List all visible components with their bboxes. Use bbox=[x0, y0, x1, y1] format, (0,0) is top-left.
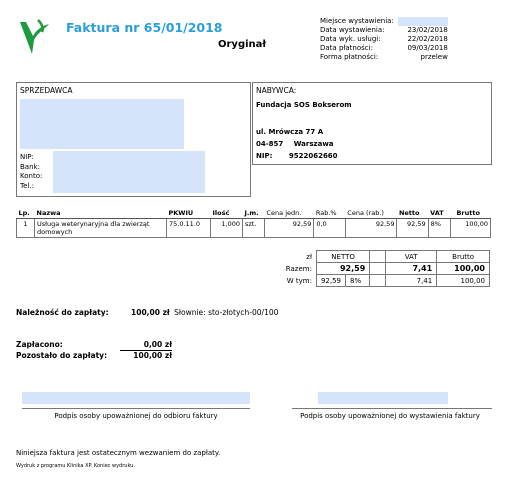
invoice-meta bbox=[318, 17, 450, 62]
col-lp: Lp. bbox=[17, 208, 35, 219]
printout-note: Wydruk z programu Klinika XP. Koniec wydruku. bbox=[16, 463, 135, 469]
original-label: Oryginał bbox=[218, 39, 267, 50]
redacted-receiver-signature bbox=[22, 392, 250, 404]
seller-account-label: Konto: bbox=[20, 172, 43, 180]
summary-including-row bbox=[270, 275, 490, 287]
col-vat: VAT bbox=[428, 208, 450, 219]
redacted-issuer-signature bbox=[318, 392, 448, 404]
buyer-name: Fundacja SOS Bokserom bbox=[256, 101, 352, 109]
issuer-signature-caption: Podpis osoby upoważnionej do wystawienia faktury bbox=[300, 412, 480, 420]
amount-in-words: Słownie: sto-złotych-00/100 bbox=[174, 308, 279, 317]
redacted-seller-details bbox=[53, 151, 205, 193]
summary-header-row bbox=[270, 251, 490, 263]
buyer-nip: 9522062660 bbox=[288, 152, 338, 160]
row-net: 92,59 bbox=[397, 219, 428, 238]
summary-total-label: Razem: bbox=[285, 264, 312, 273]
row-lp: 1 bbox=[17, 219, 35, 238]
meta-due-date: 09/03/2018 bbox=[407, 44, 448, 52]
buyer-postal: 04-857 bbox=[256, 140, 284, 148]
summary-currency: zł bbox=[306, 252, 312, 261]
summary-table bbox=[270, 250, 490, 287]
row-pkwiu: 75.0.11.0 bbox=[167, 219, 211, 238]
buyer-street: ul. Mrówcza 77 A bbox=[256, 128, 324, 136]
col-qty: Ilość bbox=[211, 208, 243, 219]
meta-service-label: Data wyk. usługi: bbox=[320, 35, 381, 43]
summary-net-header: NETTO bbox=[316, 251, 369, 263]
seller-box bbox=[16, 82, 251, 197]
items-header-row bbox=[17, 208, 491, 219]
buyer-heading: NABYWCA: bbox=[256, 86, 297, 95]
final-notice: Niniejsza faktura jest ostatecznym wezwaniem do zapłaty. bbox=[16, 449, 221, 457]
row-qty: 1,000 bbox=[211, 219, 243, 238]
receiver-signature-caption: Podpis osoby upoważnionej do odbioru faktury bbox=[54, 412, 218, 420]
meta-issue-date: 23/02/2018 bbox=[407, 26, 448, 34]
summary-total-row bbox=[270, 263, 490, 275]
buyer-city: Warszawa bbox=[293, 140, 334, 148]
summary-including-label: W tym: bbox=[286, 276, 312, 285]
items-table bbox=[16, 208, 491, 238]
remaining-amount: 100,00 zł bbox=[133, 351, 172, 360]
summary-total-gross: 100,00 bbox=[437, 263, 490, 275]
meta-service-date: 22/02/2018 bbox=[407, 35, 448, 43]
table-row bbox=[17, 219, 491, 238]
redacted-seller-name bbox=[20, 99, 184, 149]
summary-total-vat: 7,41 bbox=[386, 263, 437, 275]
col-discount: Rab.% bbox=[314, 208, 345, 219]
meta-place-label: Miejsce wystawienia: bbox=[320, 17, 394, 25]
row-name: Usługa weterynaryjna dla zwierząt domowych bbox=[35, 219, 167, 238]
row-vat: 8% bbox=[428, 219, 450, 238]
buyer-nip-label: NIP: bbox=[256, 152, 273, 160]
summary-gross-header: Brutto bbox=[437, 251, 490, 263]
col-discounted-price: Cena (rab.) bbox=[345, 208, 397, 219]
meta-due-label: Data płatności: bbox=[320, 44, 373, 52]
invoice-title: Faktura nr 65/01/2018 bbox=[66, 20, 223, 35]
col-name: Nazwa bbox=[35, 208, 167, 219]
summary-vat-header: VAT bbox=[386, 251, 437, 263]
summary-total-net: 92,59 bbox=[316, 263, 369, 275]
clinic-logo bbox=[18, 18, 50, 56]
paid-label: Zapłacono: bbox=[16, 340, 63, 349]
summary-inc-rate: 8% bbox=[346, 275, 370, 287]
seller-phone-label: Tel.: bbox=[20, 181, 34, 190]
row-unit: szt. bbox=[243, 219, 265, 238]
seller-bank-label: Bank: bbox=[20, 162, 40, 171]
summary-inc-gross: 100,00 bbox=[437, 275, 490, 287]
redacted-place bbox=[398, 17, 448, 26]
row-unit-price: 92,59 bbox=[265, 219, 314, 238]
amount-due-value: 100,00 zł bbox=[131, 308, 170, 317]
seller-heading: SPRZEDAWCA bbox=[20, 86, 73, 95]
amount-due-line bbox=[16, 308, 278, 317]
col-net: Netto bbox=[397, 208, 428, 219]
meta-method-label: Forma płatności: bbox=[320, 53, 379, 61]
buyer-box bbox=[252, 82, 492, 165]
summary-inc-vat: 7,41 bbox=[386, 275, 437, 287]
seller-nip-label: NIP: bbox=[20, 153, 34, 161]
amount-due-label: Należność do zapłaty: bbox=[16, 308, 109, 317]
col-unit: J.m. bbox=[243, 208, 265, 219]
row-gross: 100,00 bbox=[450, 219, 490, 238]
remaining-label: Pozostało do zapłaty: bbox=[16, 351, 108, 360]
meta-method-value: przelew bbox=[420, 53, 448, 61]
meta-issue-label: Data wystawienia: bbox=[320, 26, 385, 34]
col-pkwiu: PKWIU bbox=[167, 208, 211, 219]
paid-amount: 0,00 zł bbox=[143, 340, 172, 349]
row-discount: 0,0 bbox=[314, 219, 345, 238]
receiver-signature-line bbox=[22, 408, 250, 409]
row-discounted-price: 92,59 bbox=[345, 219, 397, 238]
summary-inc-net: 92,59 bbox=[316, 275, 345, 287]
col-unit-price: Cena jedn. bbox=[265, 208, 314, 219]
col-gross: Brutto bbox=[450, 208, 490, 219]
issuer-signature-line bbox=[292, 408, 492, 409]
